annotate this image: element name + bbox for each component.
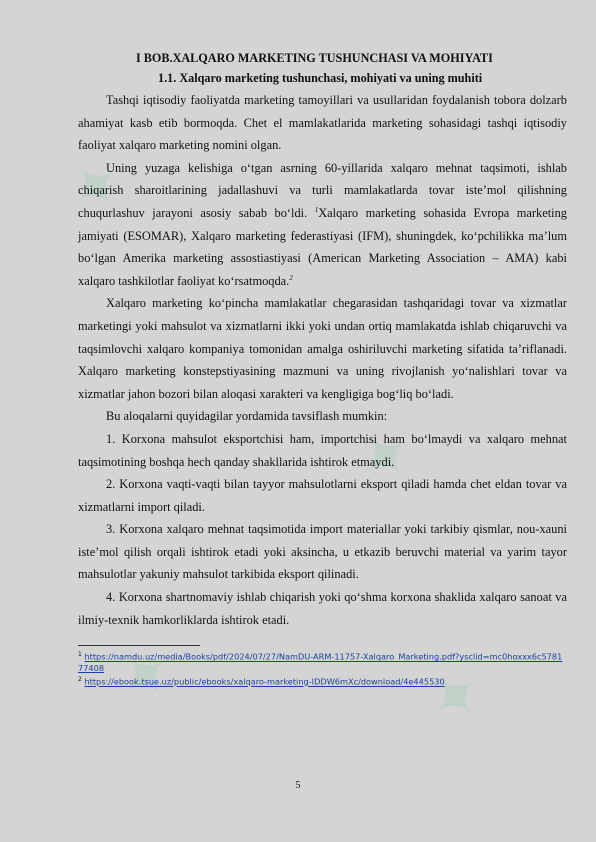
footnote-divider (78, 645, 200, 646)
page-content (78, 48, 567, 688)
paragraph: Tashqi iqtisodiy faoliyatda marketing tamoyillari va usullaridan foydalanish tobora dolzarb ahamiyat kasb etib bormoqda. Chet el mamlakatlarida marketing sohasidagi tashqi iqtisodiy faoliyat xalqaro marketing nomini olgan. (78, 93, 567, 153)
watermark: ✦ (342, 410, 433, 504)
footnotes (78, 649, 567, 687)
footnote-number: 1 (78, 651, 82, 659)
footnote (78, 649, 567, 674)
list-item: 2. Korxona vaqti-vaqti bilan tayyor mahsulotlarni eksport qiladi hamda chet eldan tovar va xizmatlarni import qiladi. (78, 477, 567, 514)
paragraph-text: Xalqaro marketing sohasida Evropa marketing jamiyati (ESOMAR), Xalqaro marketing federastiyasi (IFM), shuningdek, ko‘pchilikka ma’lum bo‘lgan Amerika marketing assostiastiyasi (American Marketing Association – AMA) kabi xalqaro tashkilotlar faoliyat ko‘rsatmoqda. (78, 205, 567, 288)
list-item: 3. Korxona xalqaro mehnat taqsimotida import materiallar yoki tarkibiy qismlar, nou-xauni iste’mol qilish orqali ishtirok etadi yoki aksincha, u etkazib beruvchi material va yarim tayor mahsulotlar yakuniy mahsulot tarkibida eksport qilinadi. (78, 522, 567, 582)
watermark: ✦ (52, 140, 143, 234)
section-heading: 1.1. Xalqaro marketing tushunchasi, mohiyati va uning muhiti (158, 71, 483, 85)
footnote-link[interactable]: https://namdu.uz/media/Books/pdf/2024/07/27/NamDU-ARM-11757-Xalqaro_Marketing.pdf?ysclid=mc0hoxxx6c578177408 (78, 651, 563, 673)
paragraph (78, 157, 567, 293)
list-item: 4. Korxona shartnomaviy ishlab chiqarish yoki qo‘shma korxona shaklida xalqaro sanoat va ilmiy-texnik hamkorliklarda ishtirok etadi. (78, 590, 567, 627)
chapter-heading: I BOB.XALQARO MARKETING TUSHUNCHASI VA MOHIYATI (136, 51, 493, 65)
watermark: ✦ (102, 630, 193, 724)
paragraph-text: Uning yuzaga kelishiga o‘tgan asrning 60-yillarida xalqaro mehnat taqsimoti, ishlab chiqarish sharoitlarining jadallashuvi va turli mamlakatlarda tovar iste’mol qilishning chuqurlashuv jarayoni asosiy sabab bo‘ldi. (78, 160, 567, 220)
watermark: ✦ (412, 650, 503, 744)
footnote-link[interactable]: https://ebook.tsue.uz/public/ebooks/xalqaro-marketing-IDDW6mXc/download/4e445530 (84, 676, 445, 687)
paragraph: Xalqaro marketing ko‘pincha mamlakatlar chegarasidan tashqaridagi tovar va xizmatlar marketingi yoki mahsulot va xizmatlarni ikki yoki undan ortiq mamlakatda ishlab chiqaruvchi va taqsimlovchi xalqaro kompaniya tomonidan amalga oshiriluvchi marketing sifatida ta’riflanadi. Xalqaro marketing konstepstiyasining mazmuni va uning rivojlanish yo‘nalishlari tovar va xizmatlar jahon bozori bilan aloqasi xarakteri va kengligiga bog‘liq bo‘ladi. (78, 296, 567, 401)
page-number: 5 (295, 780, 301, 791)
paragraph: Bu aloqalarni quyidagilar yordamida tavsiflash mumkin: (106, 409, 388, 424)
footnote (78, 674, 567, 688)
footnote-ref[interactable]: 1 (314, 205, 319, 214)
footnote-ref[interactable]: 2 (289, 273, 293, 282)
list-item: 1. Korxona mahsulot eksportchisi ham, importchisi ham bo‘lmaydi va xalqaro mehnat taqsimotining boshqa hech qanday shakllarida ishtirok etmaydi. (78, 431, 567, 469)
footnote-number: 2 (78, 675, 82, 683)
